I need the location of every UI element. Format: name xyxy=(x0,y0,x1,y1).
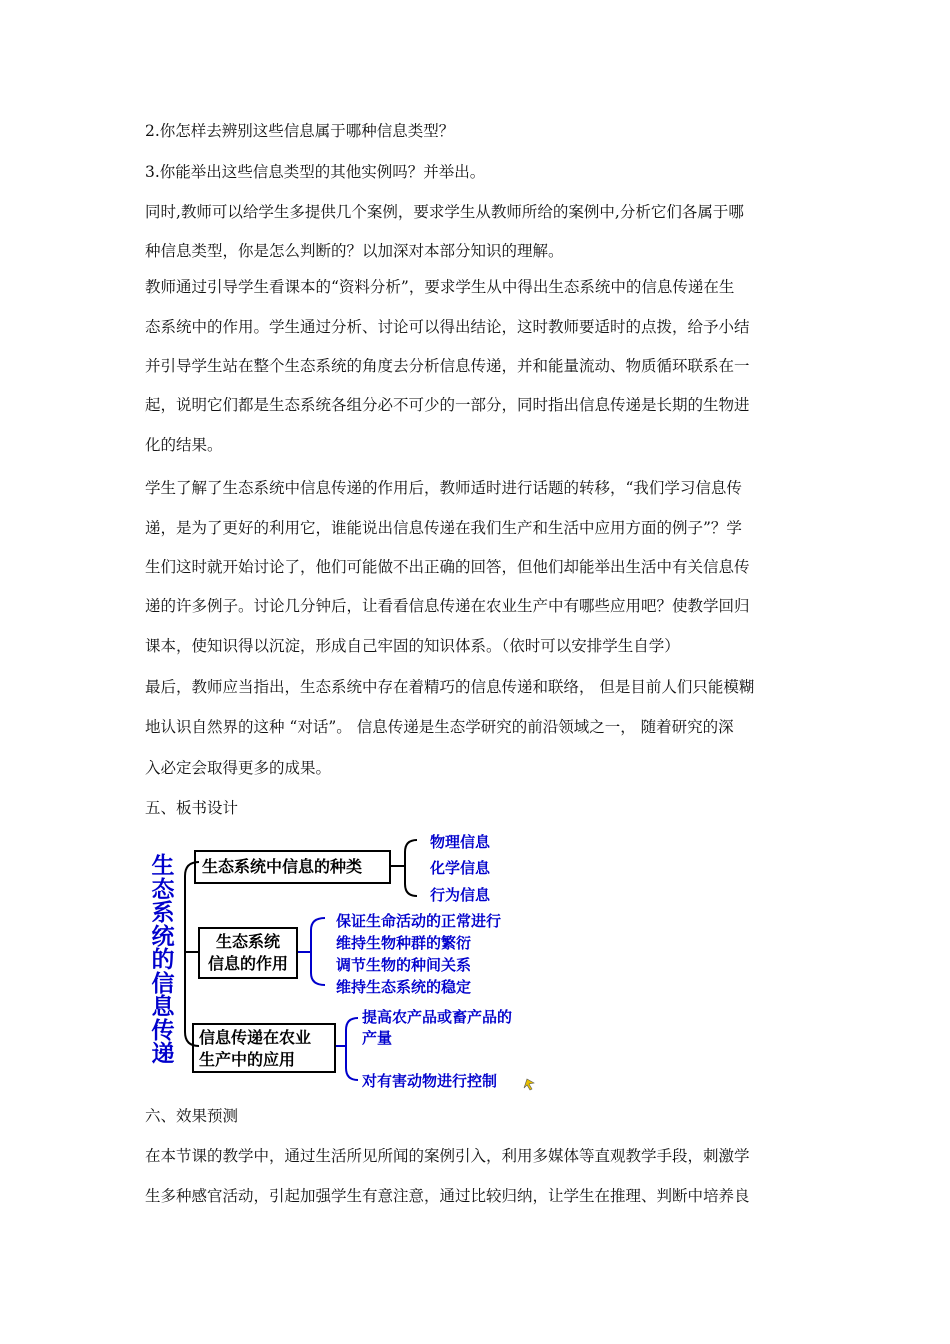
box-info-applications: 信息传递在农业 生产中的应用 xyxy=(192,1023,336,1073)
paragraph-line: 2.你怎样去辨别这些信息属于哪种信息类型？ xyxy=(145,122,455,140)
box-info-roles: 生态系统 信息的作用 xyxy=(198,927,298,979)
paragraph-line: 并引导学生站在整个生态系统的角度去分析信息传递，并和能量流动、物质循环联系在一 xyxy=(145,357,750,375)
paragraph-line: 课本，使知识得以沉淀，形成自己牢固的知识体系。（依时可以安排学生自学） xyxy=(145,637,680,655)
role-item: 维持生态系统的稳定 xyxy=(336,978,472,996)
paragraph-line: 生们这时就开始讨论了，他们可能做不出正确的回答，但他们却能举出生活中有关信息传 xyxy=(145,558,750,576)
paragraph-line: 递，是为了更好的利用它，谁能说出信息传递在我们生产和生活中应用方面的例子”？学 xyxy=(145,519,742,537)
paragraph-line: 生多种感官活动，引起加强学生有意注意，通过比较归纳，让学生在推理、判断中培养良 xyxy=(145,1187,750,1205)
paragraph-line: 地认识自然界的这种 “对话”。 信息传递是生态学研究的前沿领域之一， 随着研究的深 xyxy=(145,718,734,736)
application-item: 提高农产品或畜产品的 xyxy=(362,1008,513,1026)
application-item: 产量 xyxy=(362,1029,393,1047)
role-item: 保证生命活动的正常进行 xyxy=(336,912,502,930)
paragraph-line: 入必定会取得更多的成果。 xyxy=(145,759,332,777)
paragraph-line: 种信息类型，你是怎么判断的？以加深对本部分知识的理解。 xyxy=(145,242,564,260)
paragraph-line: 教师通过引导学生看课本的“资料分析”，要求学生从中得出生态系统中的信息传递在生 xyxy=(145,278,735,296)
section-heading: 六、效果预测 xyxy=(145,1107,239,1125)
type-item: 物理信息 xyxy=(430,833,491,851)
paragraph-line: 起，说明它们都是生态系统各组分必不可少的一部分，同时指出信息传递是长期的生物进 xyxy=(145,396,750,414)
paragraph-line: 态系统中的作用。学生通过分析、讨论可以得出结论，这时教师要适时的点拨，给予小结 xyxy=(145,318,750,336)
type-item: 行为信息 xyxy=(430,886,491,904)
cursor-icon xyxy=(524,1079,534,1090)
diagram-vertical-title: 生 态 系 统 的 信 息 传 递 xyxy=(151,853,175,1067)
application-item: 对有害动物进行控制 xyxy=(362,1072,498,1090)
role-item: 调节生物的种间关系 xyxy=(336,956,472,974)
paragraph-line: 在本节课的教学中，通过生活所见所闻的案例引入，利用多媒体等直观教学手段，刺激学 xyxy=(145,1147,750,1165)
paragraph-line: 同时,教师可以给学生多提供几个案例，要求学生从教师所给的案例中,分析它们各属于哪 xyxy=(145,203,744,221)
paragraph-line: 3.你能举出这些信息类型的其他实例吗？并举出。 xyxy=(145,163,486,181)
paragraph-line: 化的结果。 xyxy=(145,436,223,454)
box-info-types: 生态系统中信息的种类 xyxy=(194,850,391,884)
type-item: 化学信息 xyxy=(430,859,491,877)
section-heading: 五、板书设计 xyxy=(145,799,239,817)
role-item: 维持生物种群的繁衍 xyxy=(336,934,472,952)
paragraph-line: 学生了解了生态系统中信息传递的作用后，教师适时进行话题的转移，“我们学习信息传 xyxy=(145,479,742,497)
paragraph-line: 递的许多例子。讨论几分钟后，让看看信息传递在农业生产中有哪些应用吧？使教学回归 xyxy=(145,597,750,615)
paragraph-line: 最后，教师应当指出，生态系统中存在着精巧的信息传递和联络， 但是目前人们只能模糊 xyxy=(145,678,755,696)
